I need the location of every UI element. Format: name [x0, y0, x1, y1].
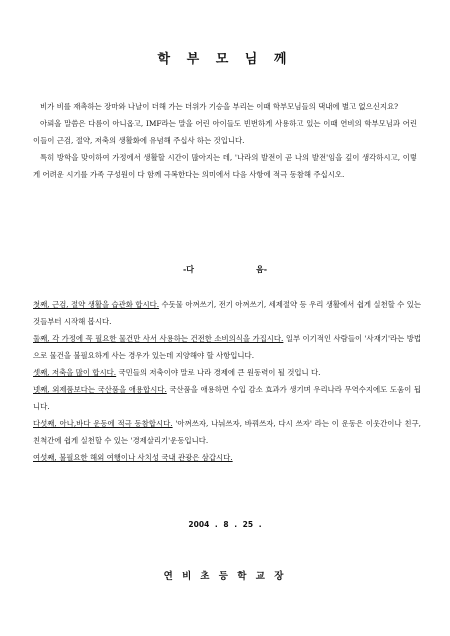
letter-title: 학 부 모 님 께 [157, 52, 293, 67]
intro-paragraph: 아뢰올 말씀은 다름이 아니옵고, IMF라는 말을 어린 아이들도 빈번하게 사용하고 있는 이때 연비의 학부모님과 어린이들이 근검, 절약, 저축의 생활화에 유념해 주십사 하는 것입니다. [33, 119, 417, 145]
item-detail: '아껴쓰자, 나눠쓰자, 바꿔쓰자, 다시 쓰자' 라는 이 운동은 이웃간이나 친구, 친척간에 쉽게 실천할 수 있는 '경제살리기'운동입니다. [33, 419, 421, 445]
intro-paragraph: 비가 비를 재촉하는 장마와 나날이 더해 가는 더위가 기승을 부리는 이때 학부모님들의 댁내에 별고 없으신지요? [40, 102, 399, 111]
school-title: 초 등 학 교 장 [200, 571, 287, 582]
list-item [33, 415, 421, 449]
heading-right: 음- [256, 264, 268, 274]
signature-block [0, 568, 450, 582]
item-emphasis: 셋째, 저축을 많이 합시다. [33, 368, 117, 377]
school-name: 연 비 [163, 571, 195, 582]
list-item [33, 449, 421, 466]
item-detail: 일부 이기적인 사람들이 '사재기'라는 방법으로 물건을 불필요하게 사는 경우가 있는데 지양해야 할 사항입니다. [33, 334, 422, 360]
list-item [33, 296, 421, 330]
item-emphasis: 여섯째, 불필요한 해외 여행이나 사치성 국내 관광은 삼갑시다. [33, 453, 233, 462]
item-emphasis: 넷째, 외제품보다는 국산품을 애용합시다. [33, 385, 167, 394]
item-emphasis: 첫째, 근검, 절약 생활을 습관화 합시다. [33, 300, 160, 309]
heading-left: -다 [182, 264, 194, 274]
list-item [33, 381, 421, 415]
action-list [33, 296, 421, 466]
intro-paragraph: 특히 방학을 맞이하여 가정에서 생활할 시간이 많아지는 데, '나라의 발전이 곧 나의 발전'임을 깊이 생각하시고, 이렇게 어려운 시기를 가족 구성원이 다 함께 극복한다는 의미에서 다음 사항에 적극 동참해 주십시오. [33, 153, 417, 179]
list-item [33, 364, 421, 381]
item-detail: 국민들의 저축이야 말로 나라 경제에 큰 원동력이 될 것입니 다. [116, 368, 321, 377]
item-detail: 수돗물 아껴쓰기, 전기 아껴쓰기, 세제절약 등 우리 생활에서 쉽게 실천할 수 있는 것들부터 시작해 봅시다. [33, 300, 421, 326]
notice-heading [0, 264, 450, 275]
letter-date: 2004 . 8 . 25 . [188, 520, 262, 529]
list-item [33, 330, 421, 364]
intro-section [33, 98, 417, 183]
item-emphasis: 다섯째, 아나,바다 운동에 적극 동참합시다. [33, 419, 173, 428]
item-detail: 국산품을 애용하면 수입 감소 효과가 생기며 우리나라 무역수지에도 도움이 됩니다. [33, 385, 421, 411]
item-emphasis: 둘째, 각 가정에 꼭 필요한 물건만 사서 사용하는 건전한 소비의식을 가집시다. [33, 334, 284, 343]
